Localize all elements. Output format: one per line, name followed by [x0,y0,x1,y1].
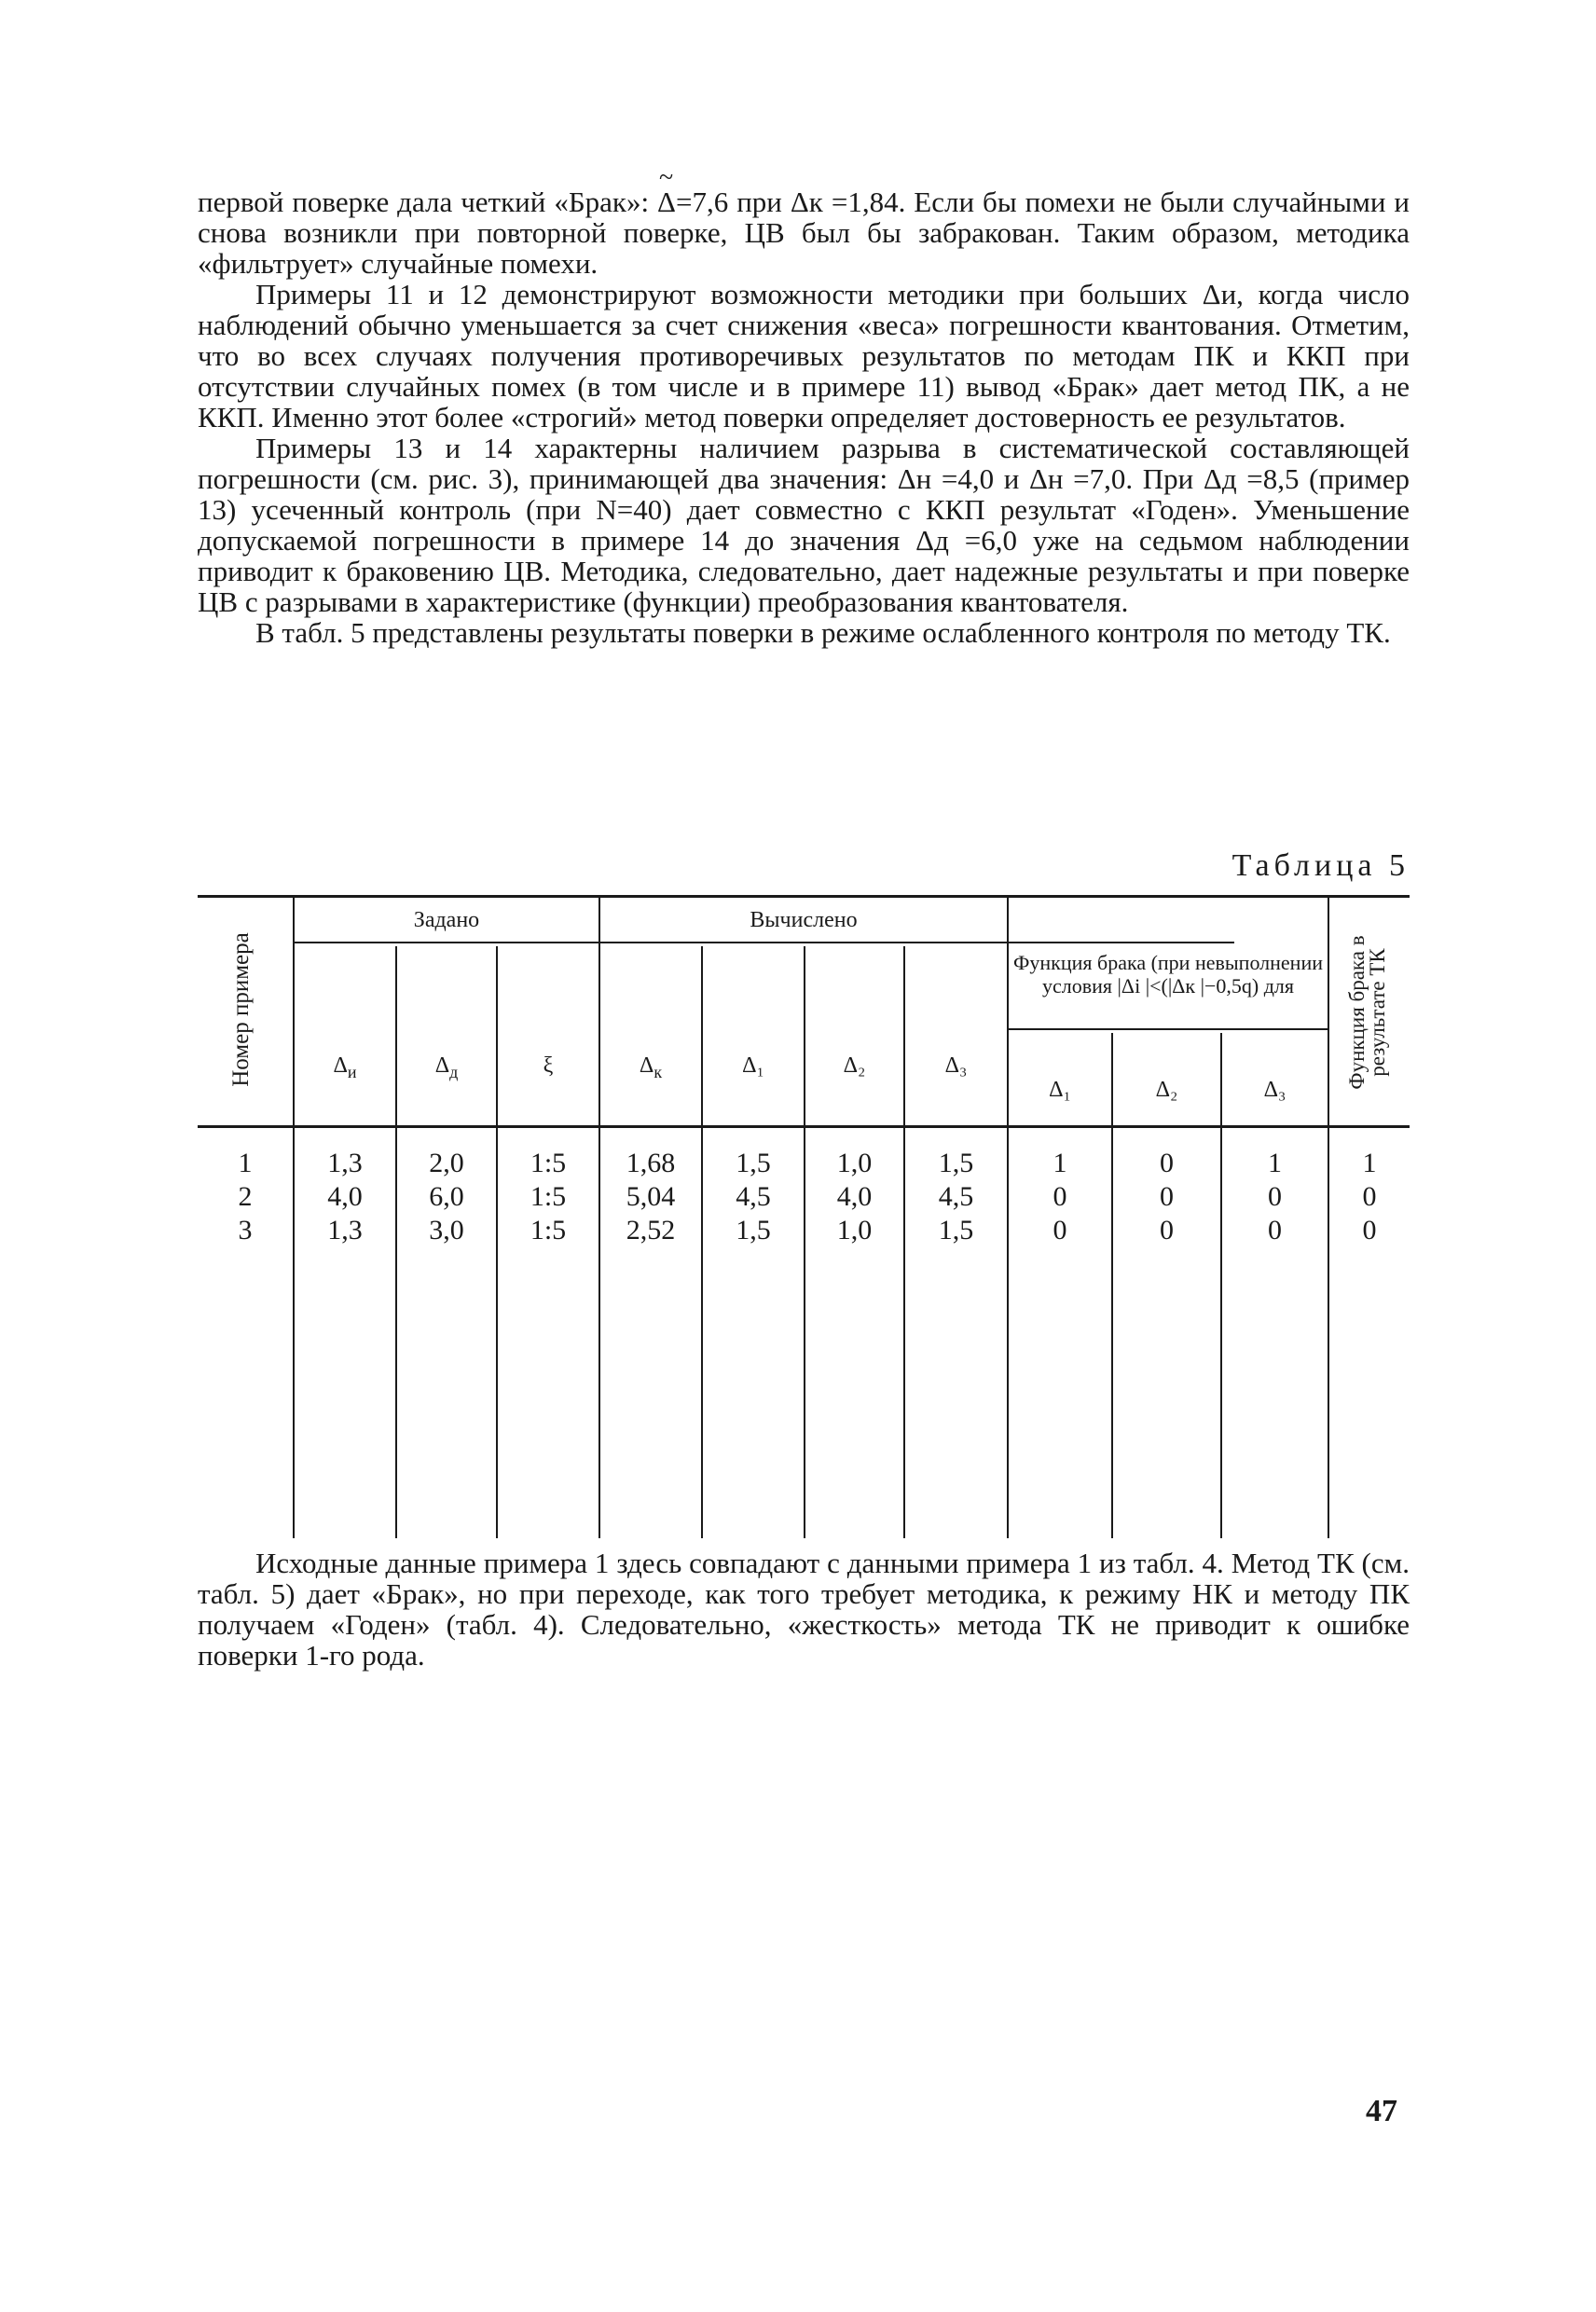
cell-dd: 6,0 [429,1181,464,1212]
header-f3: Δ₃ [1263,1078,1286,1102]
cell-d3: 1,5 [938,1215,974,1245]
header-delta-d [397,1053,496,1082]
cell-f1: 0 [1053,1215,1067,1245]
header-d3: Δ₃ [944,1053,968,1078]
header-delta-k-sub: к [654,1063,663,1081]
cell-n: 3 [238,1215,253,1245]
cell-xi: 1:5 [530,1148,567,1178]
cell-d1: 1,5 [736,1148,771,1178]
cell-f2: 0 [1160,1181,1174,1212]
cell-xi: 1:5 [530,1215,567,1245]
header-d2: Δ₂ [843,1053,866,1078]
paragraph-3: Примеры 13 и 14 характерны наличием разрыва в систематической составляющей погрешности (см. рис. 3), принимающей два значения: Δн =4,0 и Δн =7,0. При Δд =8,5 (пример 13) усеченный контроль (при N=40) дает совместно с ККП результат «Годен». Уменьшение допускаемой погрешности в примере 14 до значения Δд =6,0 уже на седьмом наблюдении приводит к браковению ЦВ. Методика, следовательно, дает надежные результаты и при поверке ЦВ с разрывами в характеристике (функции) преобразования квантователя. [198,432,1410,618]
vline [1220,1033,1222,1538]
cell-f3: 0 [1268,1181,1282,1212]
cell-dk: 2,52 [626,1215,676,1245]
header-xi: ξ [543,1053,554,1078]
cell-d1: 1,5 [736,1215,771,1245]
cell-f2: 0 [1160,1215,1174,1245]
cell-d3: 1,5 [938,1148,974,1178]
header-delta-d-sym: Δ [434,1053,450,1078]
delta-tilde [657,163,676,218]
data-table [198,895,1410,1538]
cell-f3: 0 [1268,1215,1282,1245]
cell-f3: 1 [1268,1148,1282,1178]
header-delta-i-sym: Δ [333,1053,348,1078]
paragraph-2: Примеры 11 и 12 демонстрируют возможности методики при больших Δи, когда число наблюдений обычно уменьшается за счет снижения «веса» погрешности квантования. Отметим, что во всех случаях получения противоречивых результатов по методам ПК и ККП при отсутствии случайных помех (в том числе и в примере 11) вывод «Брак» дает метод ПК, а не ККП. Именно этот более «строгий» метод поверки определяет достоверность ее результатов. [198,278,1410,434]
header-given: Задано [413,908,480,932]
cell-xi: 1:5 [530,1181,567,1212]
paragraph-4: В табл. 5 представлены результаты поверки в режиме ослабленного контроля по методу ТК. [255,616,1391,649]
cell-dd: 2,0 [429,1148,464,1178]
paragraph-1-prefix: первой поверке дала четкий «Брак»: [198,186,658,218]
header-delta-k-sym: Δ [639,1053,654,1078]
cell-dk: 5,04 [626,1181,676,1212]
paragraph-1-suffix: =7,6 при Δк =1,84. Если бы помехи не были случайными и снова возникли при повторной поверке, ЦВ был бы забракован. Таким образом, методика «фильтрует» случайные помехи. [198,186,1410,280]
table-top-rule [198,895,1410,898]
cell-di: 1,3 [327,1148,363,1178]
header-delta-i [295,1053,395,1082]
defect-header-rule [1007,1028,1328,1030]
vline [1111,1033,1113,1538]
cell-d2: 1,0 [836,1148,873,1178]
header-example-number: Номер примера [228,932,254,1087]
cell-dk: 1,68 [626,1148,676,1178]
cell-f1: 1 [1053,1148,1067,1178]
cell-n: 1 [238,1148,253,1178]
header-f1: Δ₁ [1049,1078,1071,1102]
cell-di: 4,0 [327,1181,363,1212]
page-content [198,163,1410,1672]
cell-di: 1,3 [327,1215,363,1245]
cell-f1: 0 [1053,1181,1067,1212]
header-defect-function: Функция брака (при невыполнении условия |Δi |<(|Δк |−0,5q) для [1013,951,1323,998]
cell-dd: 3,0 [429,1215,464,1245]
header-delta-d-sub: д [449,1063,459,1081]
cell-d2: 4,0 [836,1181,873,1212]
cell-f2: 0 [1160,1148,1174,1178]
cell-n: 2 [238,1181,253,1212]
cell-tk: 1 [1362,1148,1377,1178]
header-delta-i-sub: и [347,1063,357,1081]
paragraph-after: Исходные данные примера 1 здесь совпадают с данными примера 1 из табл. 4. Метод ТК (см. табл. 5) дает «Брак», но при переходе, как того требует методика, к режиму НК и методу ПК получаем «Годен» (табл. 4). Следовательно, «жесткость» метода ТК не приводит к ошибке поверки 1-го рода. [198,1547,1410,1672]
tilde-mark: ~ [659,163,674,192]
page-number: 47 [1366,2094,1397,2128]
header-f2: Δ₂ [1155,1078,1178,1102]
paragraph-1 [198,163,1410,280]
header-defect-function-tk: Функция брака в результате ТК [1345,935,1389,1090]
header-computed: Вычислено [750,908,858,932]
header-delta-k [600,1053,701,1082]
after-table-text [198,1548,1410,1671]
cell-d3: 4,5 [938,1181,974,1212]
table-title: Таблица 5 [1231,848,1410,883]
cell-tk: 0 [1362,1215,1377,1245]
delta-symbol: Δ [657,186,676,218]
header-d1: Δ₁ [742,1053,764,1078]
cell-d2: 1,0 [836,1215,873,1245]
cell-d1: 4,5 [736,1181,771,1212]
cell-tk: 0 [1362,1181,1377,1212]
group-header-rule [293,942,1234,943]
